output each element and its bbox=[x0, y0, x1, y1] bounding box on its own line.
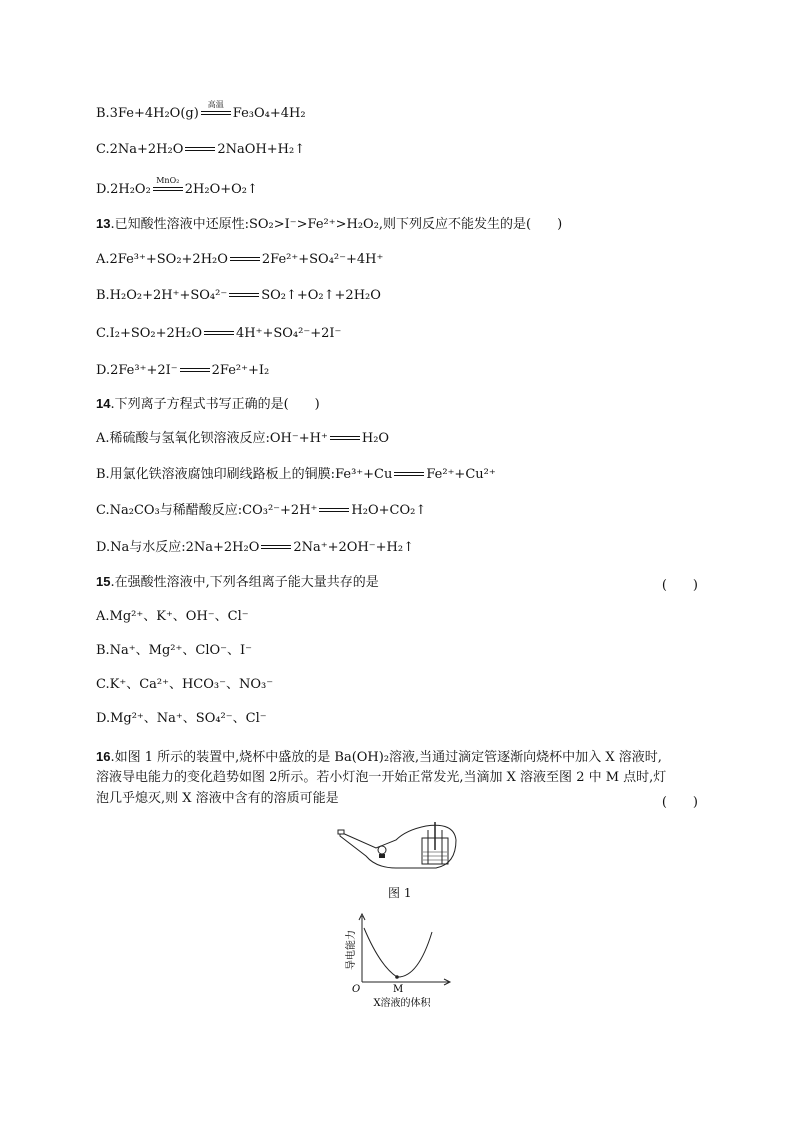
q16-stem-line1: 16.如图 1 所示的装置中,烧杯中盛放的是 Ba(OH)₂溶液,当通过滴定管逐渐向烧杯中加入 X 溶液时, bbox=[96, 749, 662, 765]
q13-option-c: C.I₂+SO₂+2H₂O 4H⁺+SO₄²⁻+2I⁻ bbox=[96, 326, 342, 341]
y-axis-label: 导电能力 bbox=[346, 930, 357, 970]
point-m-label: M bbox=[393, 984, 404, 995]
q14-option-a: A.稀硫酸与氢氧化钡溶液反应:OH⁻+H⁺ H₂O bbox=[96, 431, 390, 446]
q12-option-c: C.2Na+2H₂O 2NaOH+H₂↑ bbox=[96, 142, 306, 157]
q13-option-b: B.H₂O₂+2H⁺+SO₄²⁻ SO₂↑+O₂↑+2H₂O bbox=[96, 288, 381, 303]
q15-stem: 15.在强酸性溶液中,下列各组离子能大量共存的是 bbox=[96, 574, 379, 590]
origin-label: O bbox=[352, 984, 361, 995]
q13-option-d: D.2Fe³⁺+2I⁻ 2Fe²⁺+I₂ bbox=[96, 363, 270, 378]
point-m bbox=[395, 975, 399, 979]
q12-option-b: B.3Fe+4H₂O(g) 高温 Fe₃O₄+4H₂ bbox=[96, 106, 306, 122]
figure2-conductivity-chart bbox=[340, 912, 456, 1012]
q16-answer-bracket: ( ) bbox=[661, 795, 698, 810]
q15-option-d: D.Mg²⁺、Na⁺、SO₄²⁻、Cl⁻ bbox=[96, 711, 267, 726]
reaction-condition: MnO₂ bbox=[156, 175, 180, 185]
conductivity-curve bbox=[364, 928, 432, 977]
q15-option-c: C.K⁺、Ca²⁺、HCO₃⁻、NO₃⁻ bbox=[96, 677, 274, 692]
figure1-apparatus bbox=[336, 820, 460, 876]
q15-answer-bracket: ( ) bbox=[661, 578, 698, 593]
q12-option-d: D.2H₂O₂ MnO₂ 2H₂O+O₂↑ bbox=[96, 182, 258, 198]
q15-option-a: A.Mg²⁺、K⁺、OH⁻、Cl⁻ bbox=[96, 609, 249, 624]
reaction-condition: 高温 bbox=[207, 99, 224, 109]
q14-option-b: B.用氯化铁溶液腐蚀印刷线路板上的铜膜:Fe³⁺+Cu Fe²⁺+Cu²⁺ bbox=[96, 467, 496, 482]
q14-option-c: C.Na₂CO₃与稀醋酸反应:CO₃²⁻+2H⁺ H₂O+CO₂↑ bbox=[96, 503, 427, 518]
q13-option-a: A.2Fe³⁺+SO₂+2H₂O 2Fe²⁺+SO₄²⁻+4H⁺ bbox=[96, 252, 384, 267]
q13-stem: 13.已知酸性溶液中还原性:SO₂>I⁻>Fe²⁺>H₂O₂,则下列反应不能发生的是( ) bbox=[96, 216, 563, 232]
q15-option-b: B.Na⁺、Mg²⁺、ClO⁻、I⁻ bbox=[96, 643, 253, 658]
x-axis-label: X溶液的体积 bbox=[373, 998, 431, 1009]
q16-stem-line3: 泡几乎熄灭,则 X 溶液中含有的溶质可能是 bbox=[96, 791, 339, 806]
q14-stem: 14.下列离子方程式书写正确的是( ) bbox=[96, 396, 320, 412]
q14-option-d: D.Na与水反应:2Na+2H₂O 2Na⁺+2OH⁻+H₂↑ bbox=[96, 540, 414, 555]
figure1-caption: 图 1 bbox=[388, 886, 412, 900]
q16-stem-line2: 溶液导电能力的变化趋势如图 2所示。若小灯泡一开始正常发光,当滴加 X 溶液至图 2 中 M 点时,灯 bbox=[96, 770, 667, 785]
